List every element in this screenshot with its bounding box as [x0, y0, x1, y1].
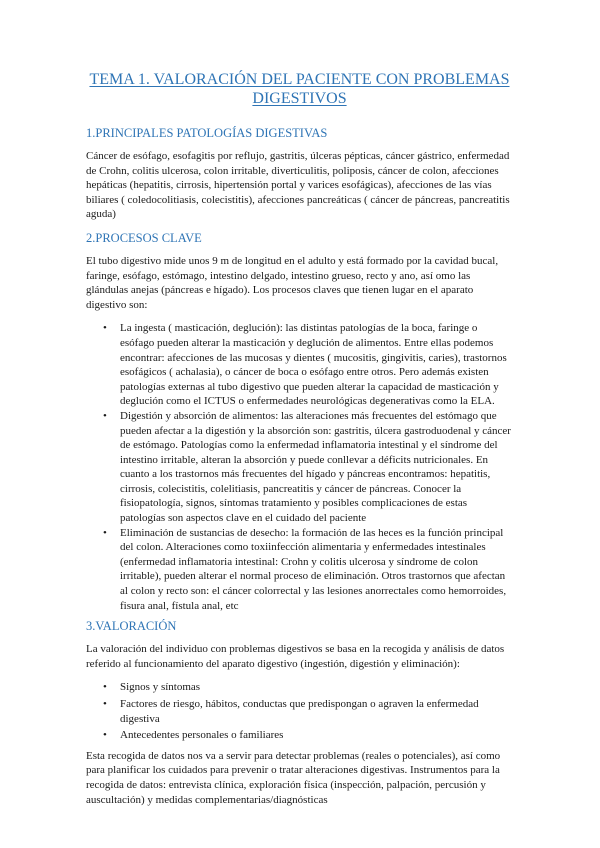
list-item: • Antecedentes personales o familiares	[120, 728, 513, 743]
section-closing-valoracion: Esta recogida de datos nos va a servir para detectar problemas (reales o potenciales), así como para planificar los cuidados para prevenir o tratar alteraciones digestivas. Instrumentos para la recogida de datos: entrevista clínica, exploración física (inspección, palpación, percusión y auscultación) y medidas complementarias/diagnósticas	[86, 749, 501, 806]
section-paragraph-patologias: Cáncer de esófago, esofagitis por reflujo, gastritis, úlceras pépticas, cáncer gástrico, enfermedad de Crohn, colitis ulcerosa, colon irritable, diverticulitis, poliposis, cáncer de colon, afecciones hepáticas (hepatitis, cirrosis, hipertensión portal y varices esofágicas), afecciones de las vías biliares ( coledocolitiasis, colecistitis), afecciones pancreáticas ( cáncer de páncreas, pancreatitis aguda)	[86, 150, 510, 221]
section-heading-patologias: 1.PRINCIPALES PATOLOGÍAS DIGESTIVAS	[86, 126, 328, 140]
valoracion-list	[86, 680, 513, 742]
list-item: • Signos y síntomas	[120, 680, 513, 695]
section-heading-procesos: 2.PROCESOS CLAVE	[86, 230, 202, 245]
section-heading-valoracion: 3.VALORACIÓN	[86, 619, 177, 634]
procesos-list	[86, 321, 513, 613]
list-item: • Factores de riesgo, hábitos, conductas que predispongan o agraven la enfermedad digestiva	[120, 697, 513, 726]
section-paragraph-valoracion: La valoración del individuo con problemas digestivos se basa en la recogida y análisis de datos referido al funcionamiento del aparato digestivo (ingestión, digestión y eliminación):	[86, 643, 505, 670]
page-title: TEMA 1. VALORACIÓN DEL PACIENTE CON PROBLEMAS DIGESTIVOS	[89, 71, 510, 107]
section-paragraph-procesos: El tubo digestivo mide unos 9 m de longitud en el adulto y está formado por la cavidad bucal, faringe, esófago, estómago, intestino delgado, intestino grueso, recto y ano, así omo las glándulas anejas (páncreas e hígado). Los procesos claves que tienen lugar en el aparato digestivo son:	[86, 254, 499, 311]
list-item: • Eliminación de sustancias de desecho: la formación de las heces es la función principal del colon. Alteraciones como toxiinfección alimentaria y enfermedades intestinales (enfermedad inflamatoria intestinal: Crohn y colitis ulcerosa y síndrome de colon irritable), pueden alterar el normal proceso de eliminación. Otros trastornos que afectan al colon y recto son: el cáncer colorrectal y las lesiones anorrectales como hemorroides, fisura anal, fístula anal, etc	[120, 526, 513, 614]
list-item: • Digestión y absorción de alimentos: las alteraciones más frecuentes del estómago que pueden afectar a la digestión y la absorción son: gastritis, úlcera gastroduodenal y cáncer de estómago. Patologías como la enfermedad inflamatoria intestinal y el síndrome del intestino irritable, alteran la absorción y puede conllevar a déficits nutricionales. En cuanto a los trastornos más frecuentes del hígado y páncreas encontramos: hepatitis, cirrosis, colecistitis, colelitiasis, pancreatitis y cáncer de páncreas. Conocer la fisiopatología, signos, síntomas tratamiento y posibles complicaciones de estas patologías son aspectos clave en el cuidado del paciente	[120, 409, 513, 526]
list-item: • La ingesta ( masticación, deglución): las distintas patologías de la boca, faringe o esófago pueden alterar la masticación y deglución de alimentos. Entre ellas podemos encontrar: afecciones de las mucosas y dientes ( mucositis, gingivitis, caries), trastornos esofágicos ( achalasia), o cáncer de boca o esófago entre otros. Pero además existen patologías externas al tubo digestivo que pueden alterar la capacidad de masticación y deglución como el ICTUS o enfermedades neurológicas degenerativas como la ELA.	[120, 321, 513, 409]
